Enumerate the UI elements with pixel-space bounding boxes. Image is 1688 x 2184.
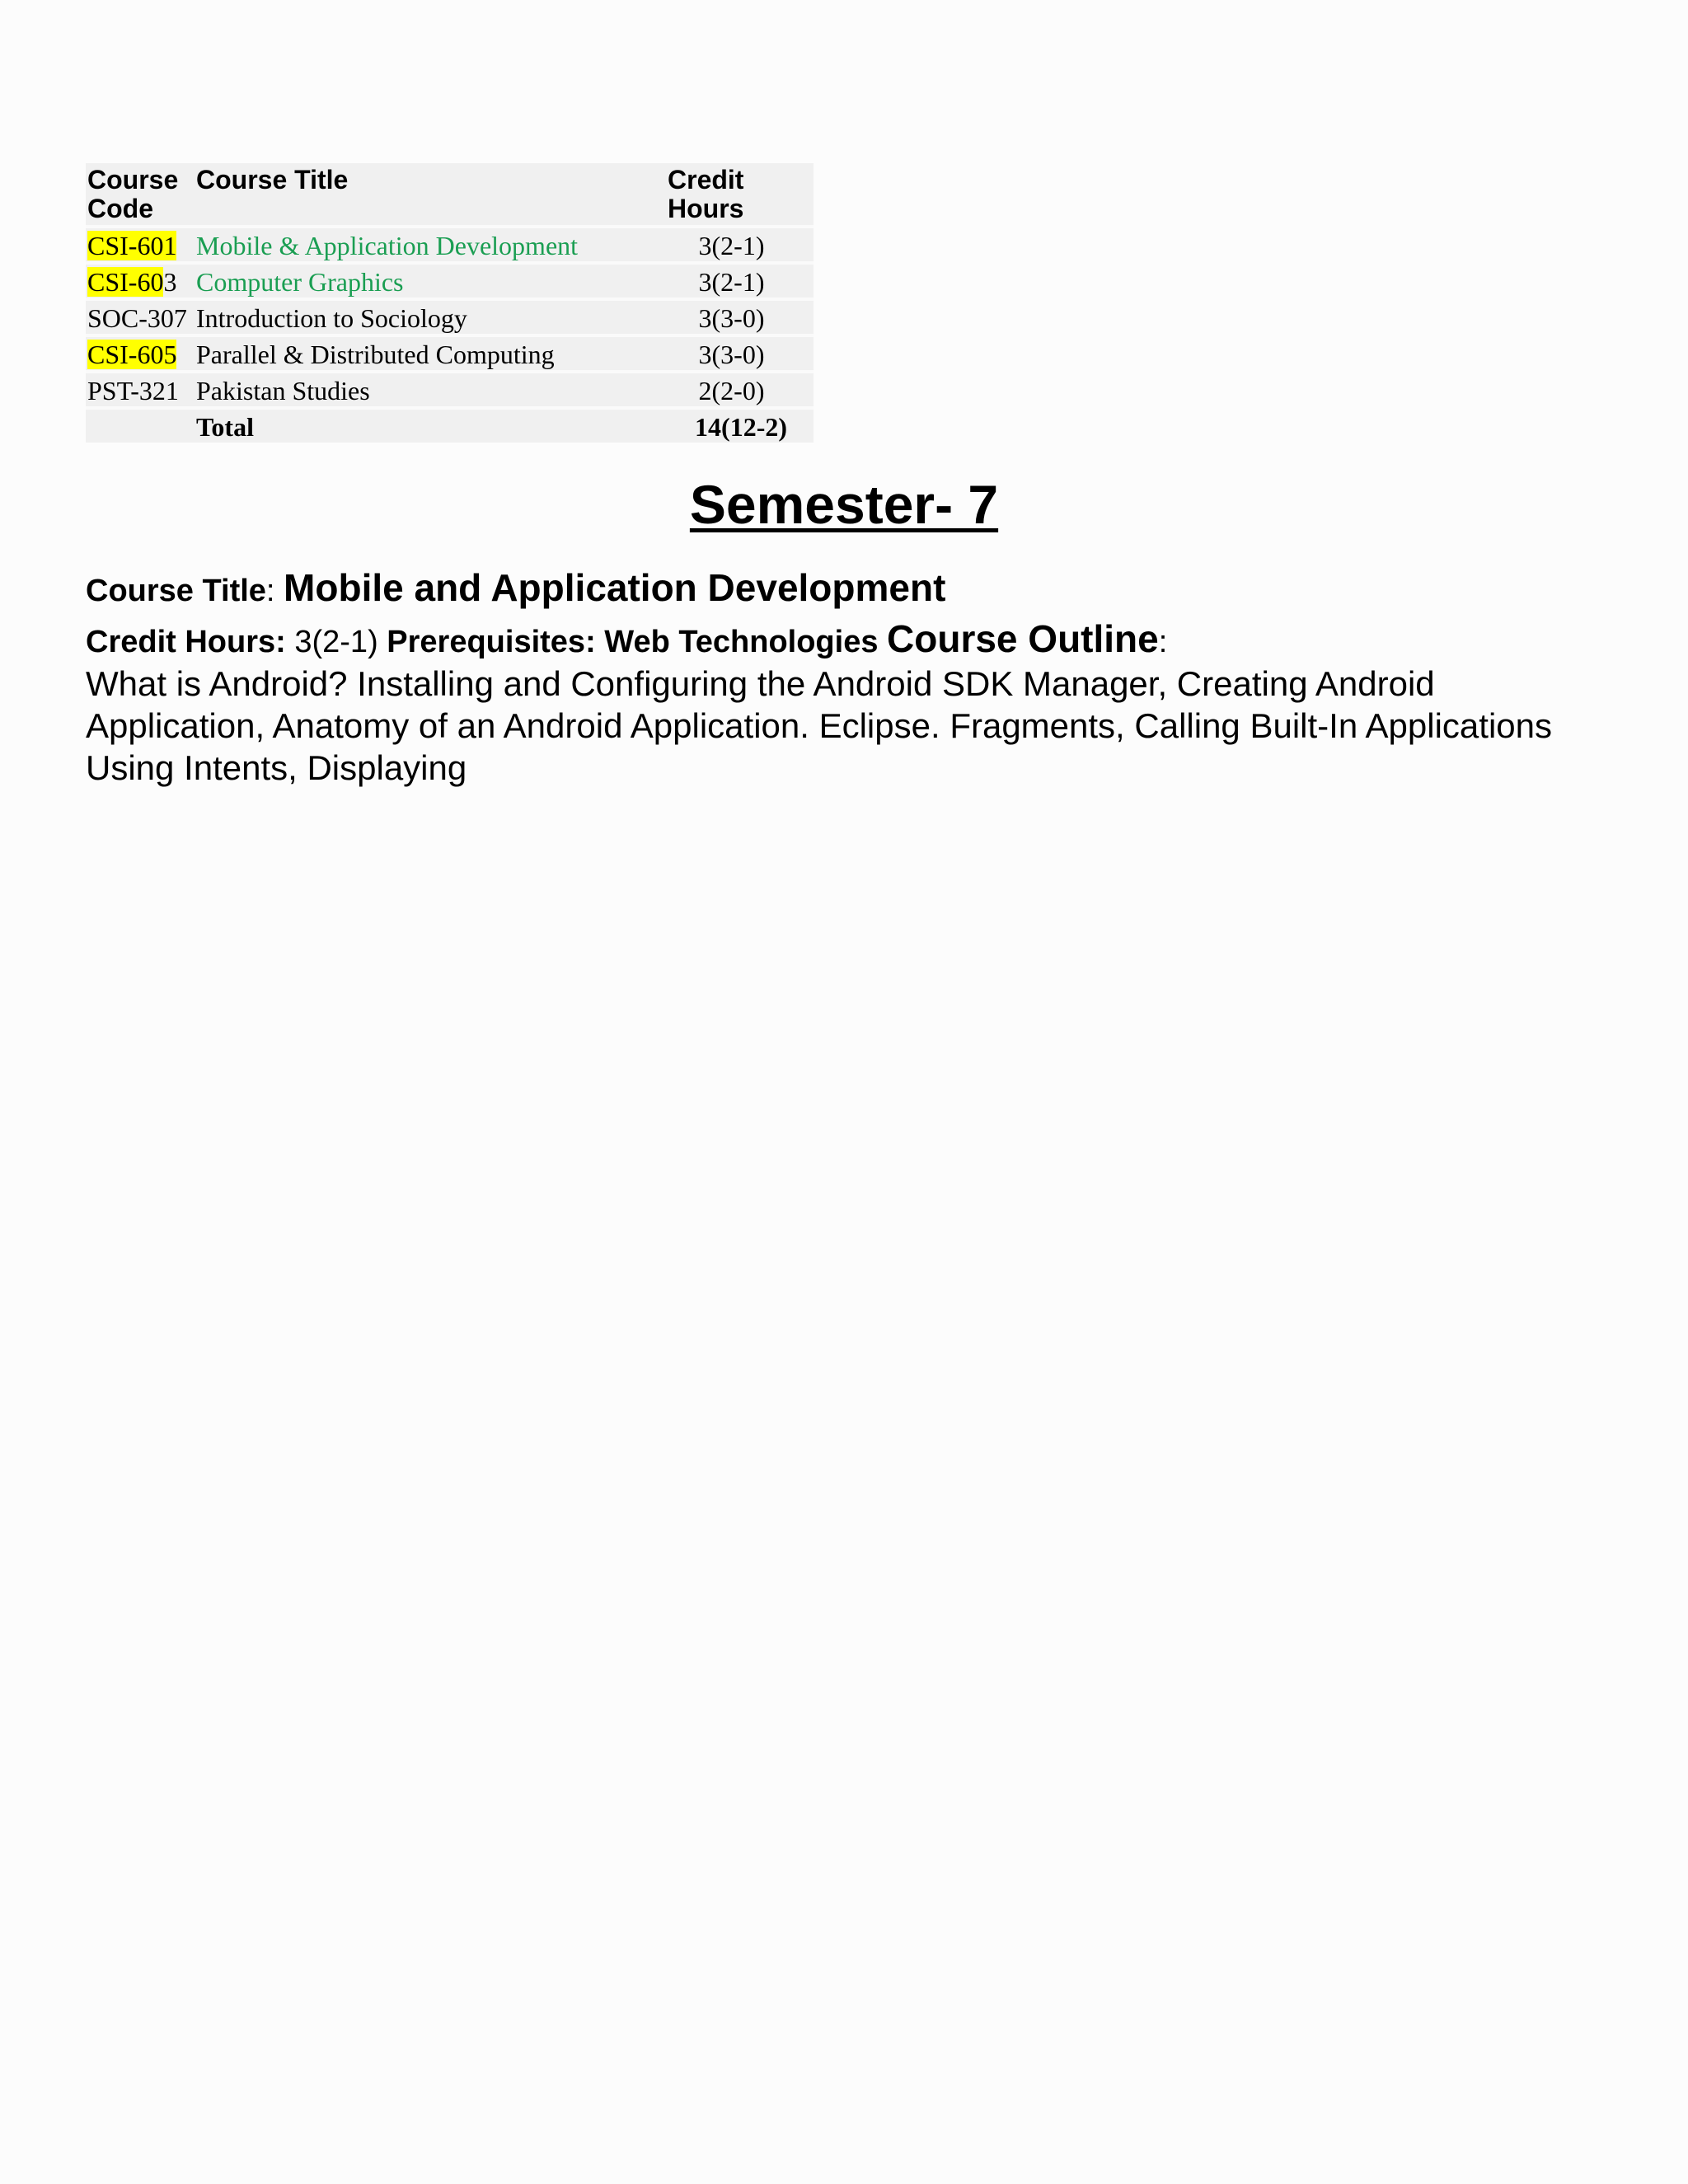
course-outline-label: Course Outline: [887, 617, 1159, 660]
table-total-row: [86, 410, 814, 443]
course-title-cell: Computer Graphics: [195, 265, 666, 301]
credit-hours-cell: 3(2-1): [666, 265, 814, 301]
prerequisites-label: Prerequisites: Web Technologies: [387, 625, 888, 659]
credit-hours-label: Credit Hours:: [86, 625, 286, 659]
course-code-cell: [86, 301, 195, 337]
course-code-highlighted: CSI-60: [87, 267, 164, 297]
course-code-rest: 3: [163, 267, 177, 297]
course-code-cell: [86, 228, 195, 265]
header-course-title: Course Title: [195, 163, 666, 228]
credit-hours-value: 3(2-1): [285, 625, 387, 659]
course-table: [86, 163, 814, 443]
table-row: [86, 301, 814, 337]
course-code-cell: [86, 337, 195, 373]
table-header-row: [86, 163, 814, 228]
credit-prereq-line: [86, 618, 1635, 663]
table-row: [86, 265, 814, 301]
course-title-separator: :: [265, 574, 284, 608]
total-label: Total: [196, 412, 254, 442]
course-code-highlighted: CSI-605: [87, 340, 177, 369]
course-code-cell: [86, 265, 195, 301]
course-title-cell: Parallel & Distributed Computing: [195, 337, 666, 373]
table-row: [86, 373, 814, 410]
total-empty-cell: [86, 410, 195, 443]
course-code-highlighted: CSI-601: [87, 231, 177, 260]
credit-hours-cell: 3(3-0): [666, 337, 814, 373]
credit-hours-cell: 3(2-1): [666, 228, 814, 265]
total-value: 14(12-2): [695, 412, 787, 442]
course-outline-separator: :: [1158, 625, 1168, 659]
course-title-cell: Mobile & Application Development: [195, 228, 666, 265]
course-code-cell: [86, 373, 195, 410]
header-course-code: Course Code: [86, 163, 195, 228]
course-title-value: Mobile and Application Development: [284, 566, 946, 609]
course-outline-text: What is Android? Installing and Configuring the Android SDK Manager, Creating Android Application, Anatomy of an Android Application. Eclipse. Fragments, Calling Built-In Applications Using Intents, Displaying: [86, 664, 1552, 787]
course-title-cell: Pakistan Studies: [195, 373, 666, 410]
table-row: [86, 228, 814, 265]
course-title-cell: Introduction to Sociology: [195, 301, 666, 337]
semester-heading: Semester- 7: [689, 474, 999, 535]
credit-hours-cell: 2(2-0): [666, 373, 814, 410]
course-title-label: Course Title: [86, 574, 266, 608]
header-credit-hours: Credit Hours: [666, 163, 814, 228]
table-row: [86, 337, 814, 373]
course-code-rest: SOC-307: [87, 303, 187, 333]
course-code-rest: PST-321: [87, 376, 179, 405]
course-info: [86, 560, 1635, 789]
credit-hours-cell: 3(3-0): [666, 301, 814, 337]
course-title-line: [86, 560, 1635, 618]
